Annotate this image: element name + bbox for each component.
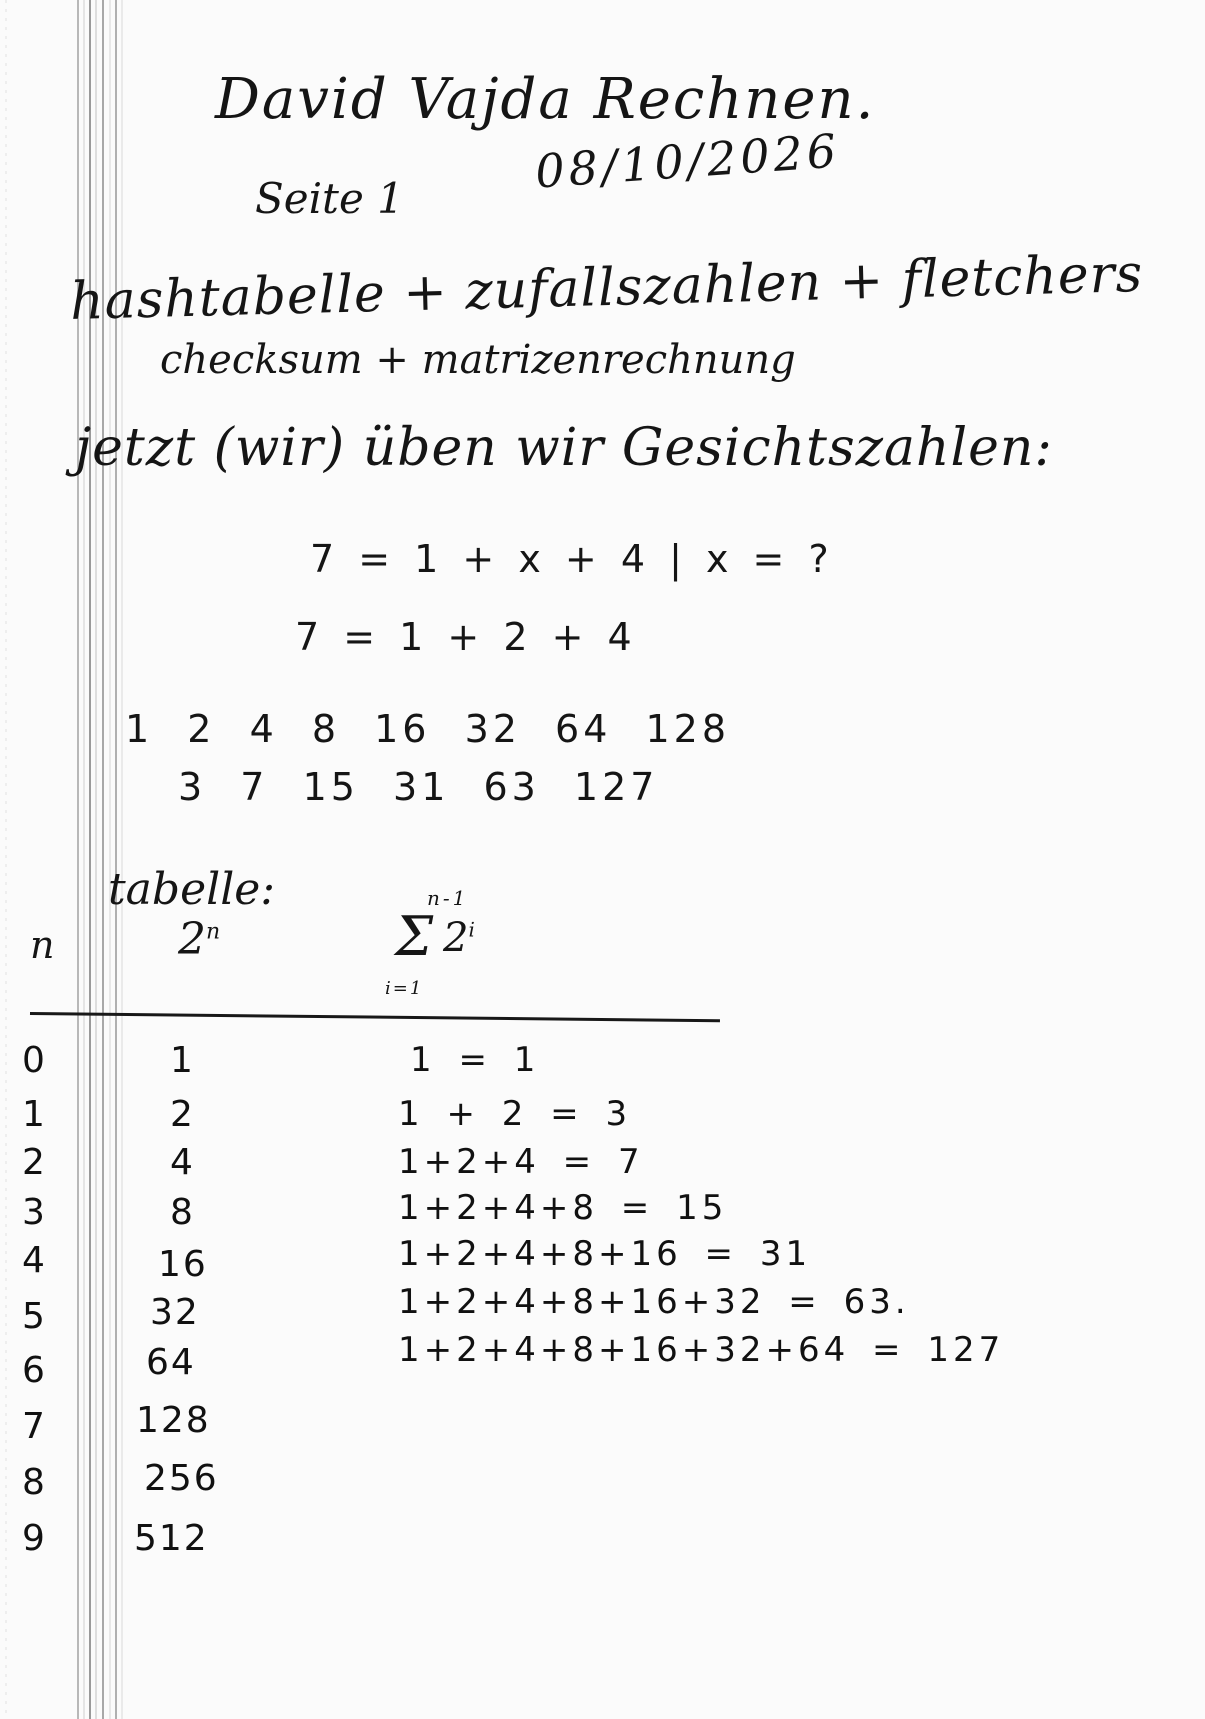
- powers-item: 4: [249, 707, 278, 751]
- row-sum: 1+2+4+8 = 15: [398, 1188, 728, 1228]
- row-sum: 1+2+4+8+16 = 31: [398, 1234, 812, 1274]
- equation-1: 7 = 1 + x + 4 | x = ?: [310, 537, 835, 581]
- sum-term: [443, 915, 475, 961]
- author-name: David Vajda Rechnen.: [215, 67, 876, 132]
- row-n: 5: [22, 1296, 45, 1337]
- equation-2: 7 = 1 + 2 + 4: [295, 615, 638, 659]
- row-power: 128: [136, 1400, 211, 1441]
- row-n: 2: [22, 1142, 45, 1183]
- powers-item: 8: [311, 707, 341, 751]
- row-sum: 1+2+4+8+16+32+64 = 127: [398, 1330, 1005, 1370]
- column-header-power: [178, 914, 221, 965]
- powers-item: 16: [374, 707, 431, 751]
- row-n: 8: [22, 1462, 45, 1503]
- row-power: 2: [170, 1094, 195, 1135]
- row-n: 7: [22, 1406, 45, 1447]
- row-power: 8: [170, 1192, 195, 1233]
- row-n: 1: [22, 1094, 45, 1135]
- row-sum: 1+2+4 = 7: [398, 1142, 644, 1182]
- row-power: 4: [170, 1142, 195, 1183]
- sums-item: 15: [302, 765, 359, 809]
- power-base: 2: [178, 914, 206, 965]
- sums-sequence: [178, 765, 659, 809]
- table-title: tabelle:: [108, 864, 276, 915]
- row-power: 512: [134, 1518, 209, 1559]
- topic-line-3: jetzt (wir) üben wir Gesichtszahlen:: [75, 418, 1053, 478]
- row-n: 4: [22, 1240, 45, 1281]
- sum-term-exponent: i: [468, 917, 475, 942]
- powers-item: 1: [125, 707, 154, 751]
- row-n: 9: [22, 1518, 45, 1559]
- powers-item: 2: [187, 707, 216, 751]
- sums-item: 3: [178, 765, 207, 809]
- row-power: 16: [158, 1244, 208, 1285]
- powers-item: 64: [555, 707, 612, 751]
- topic-line-2: checksum + matrizenrechnung: [160, 337, 796, 383]
- column-header-n: n: [30, 923, 55, 967]
- row-sum: 1+2+4+8+16+32 = 63.: [398, 1282, 910, 1322]
- sum-term-base: 2: [443, 915, 469, 961]
- sigma-symbol: Σ: [395, 905, 434, 968]
- sum-upper-limit: n-1: [427, 886, 469, 910]
- row-n: 0: [22, 1040, 45, 1081]
- sums-item: 31: [393, 765, 450, 809]
- sums-item: 127: [573, 765, 659, 809]
- row-sum: 1 = 1: [410, 1040, 540, 1080]
- powers-sequence: [125, 707, 731, 751]
- row-n: 6: [22, 1350, 45, 1391]
- row-n: 3: [22, 1192, 45, 1233]
- row-power: 64: [146, 1342, 196, 1383]
- sums-item: 7: [240, 765, 269, 809]
- row-power: 1: [170, 1040, 195, 1081]
- topic-line-1: hashtabelle + zufallszahlen + fletchers: [69, 243, 1144, 333]
- page-number: Seite 1: [255, 174, 404, 223]
- powers-item: 32: [464, 707, 521, 751]
- sum-lower-limit: i=1: [385, 978, 424, 999]
- power-exponent: n: [206, 919, 221, 945]
- row-sum: 1 + 2 = 3: [398, 1094, 632, 1134]
- sums-item: 63: [483, 765, 540, 809]
- date: 08/10/2026: [533, 123, 842, 199]
- powers-item: 128: [645, 707, 731, 751]
- row-power: 32: [150, 1292, 200, 1333]
- row-power: 256: [144, 1458, 219, 1499]
